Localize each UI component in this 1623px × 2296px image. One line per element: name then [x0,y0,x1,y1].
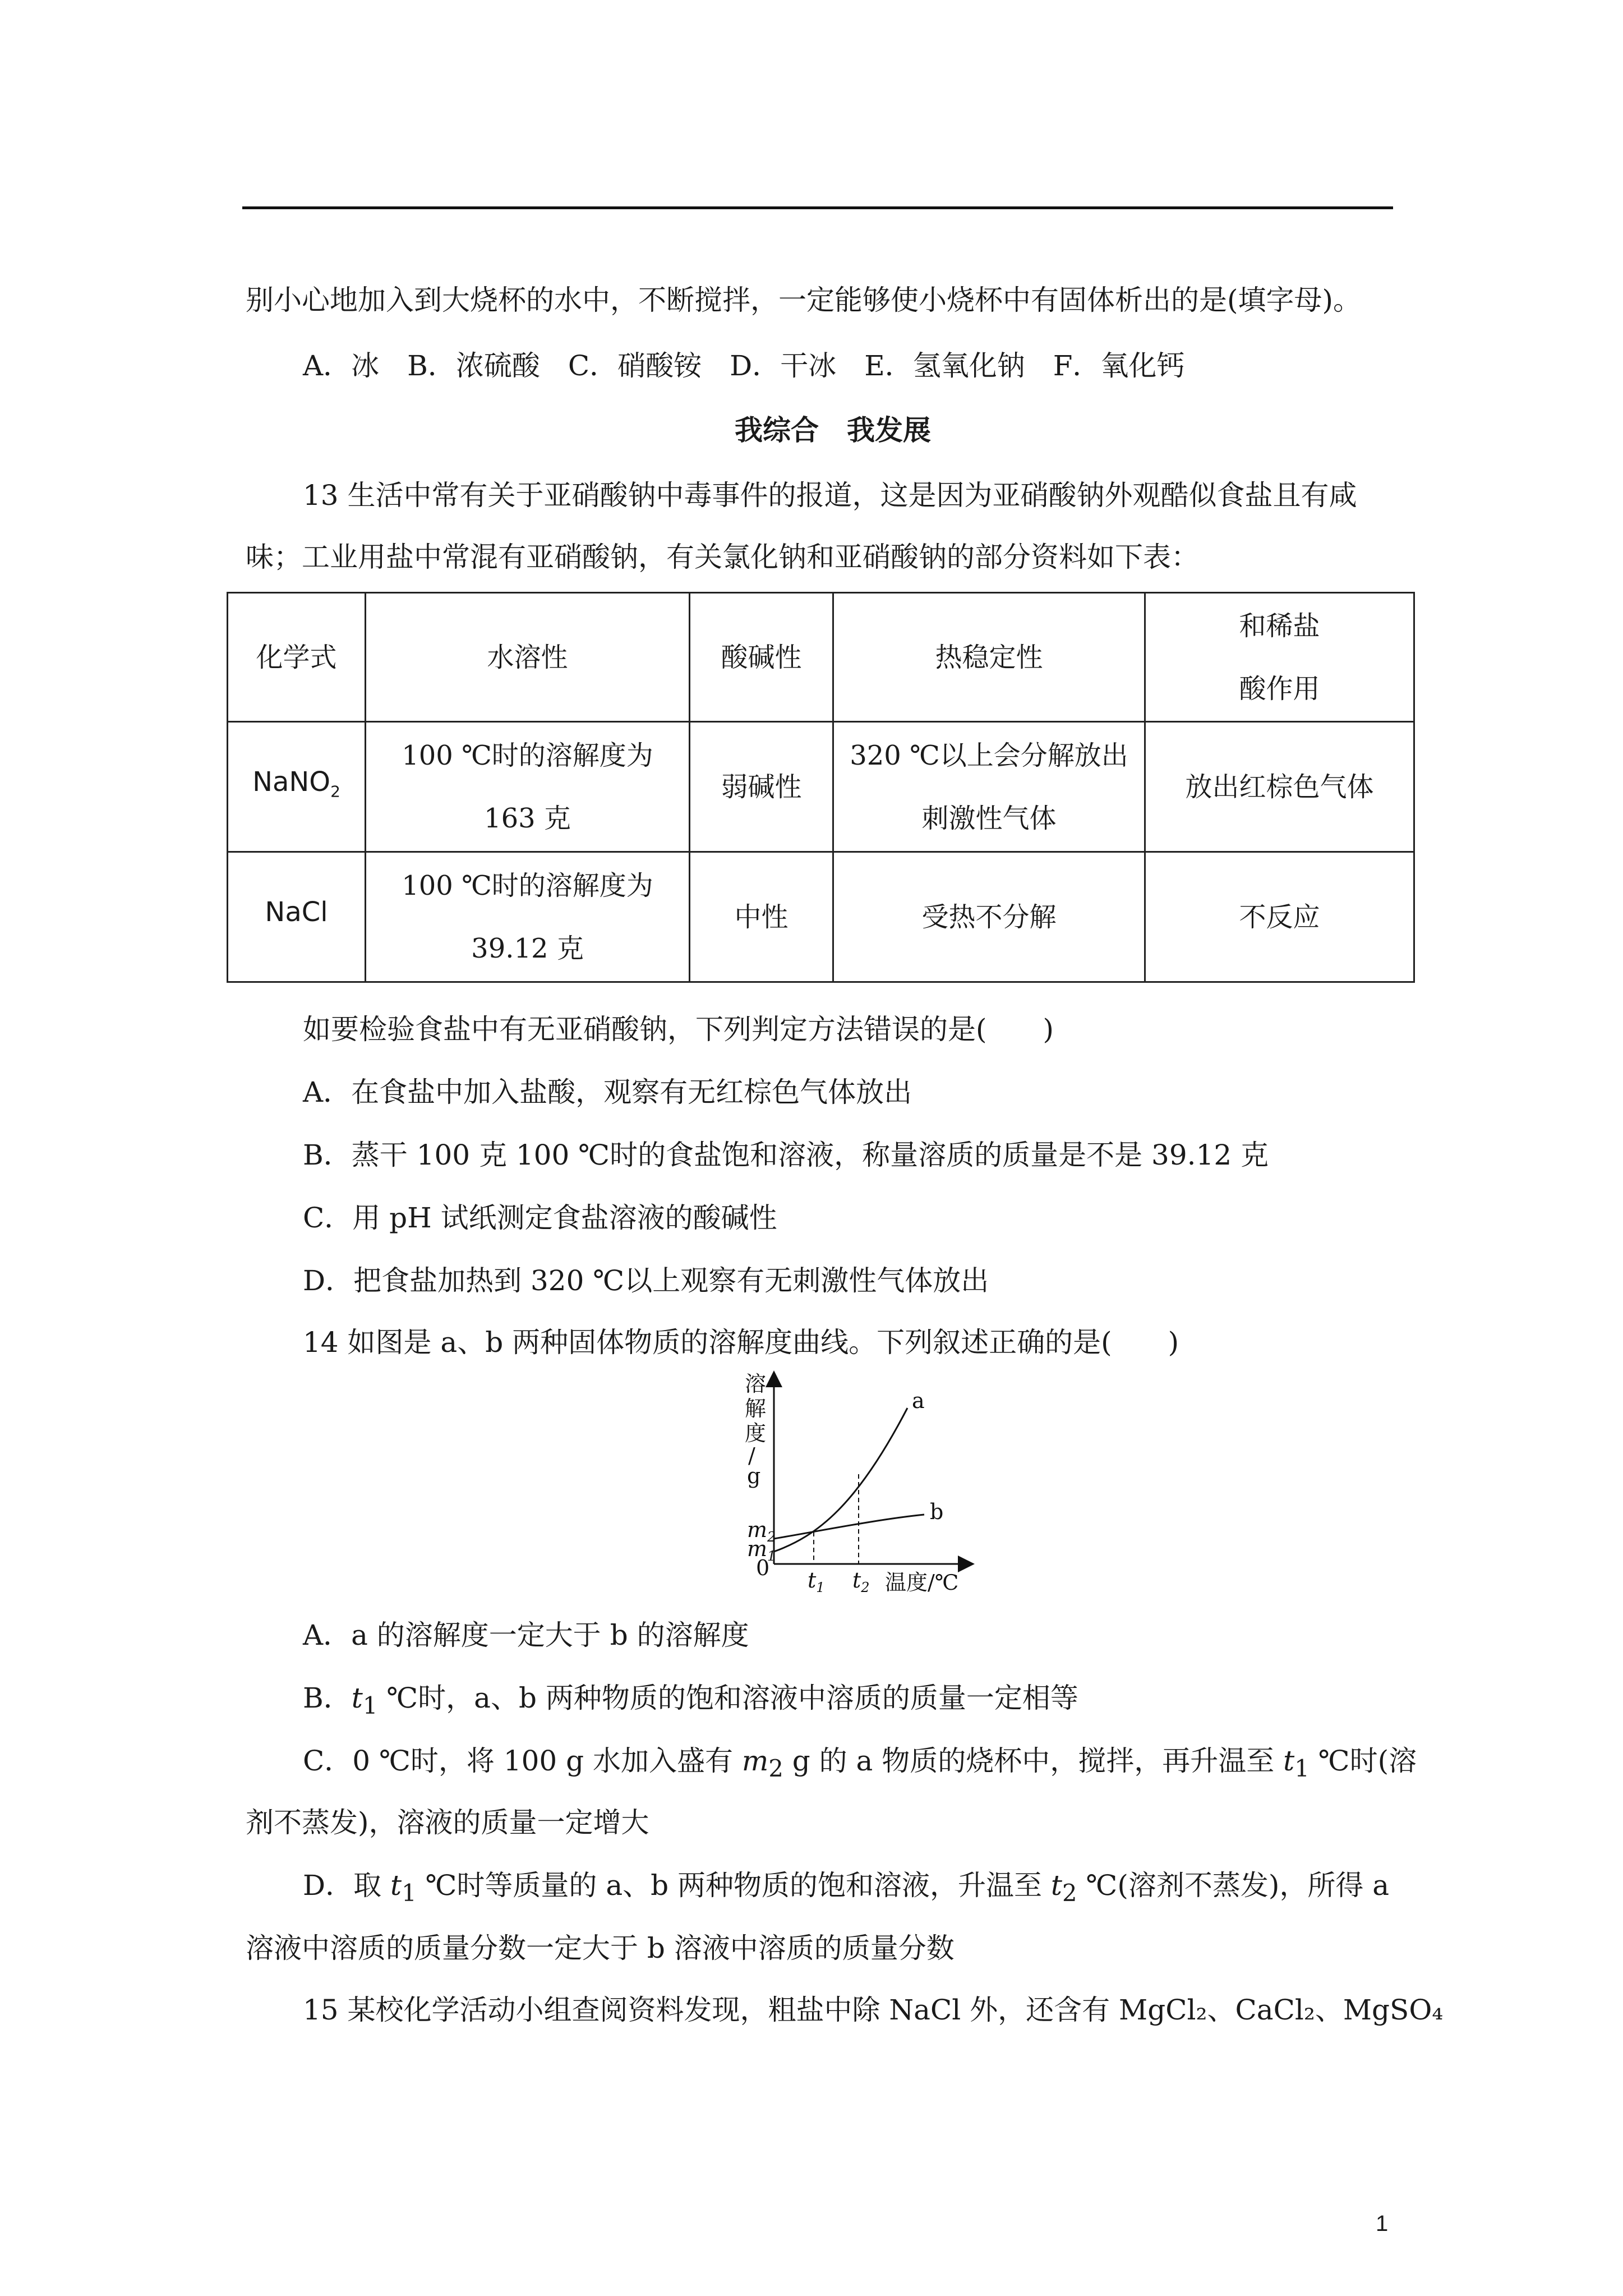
section-title-part2: 我发展 [847,413,931,447]
table-row [228,852,1414,982]
q13-option-b: B．蒸干 100 克 100 ℃时的食盐饱和溶液，称量溶质的质量是不是 39.12 克 [303,1139,1269,1171]
cell-hcl: 不反应 [1145,852,1414,982]
y-tick-m1: $m_1$ [747,1536,776,1564]
curve-a-label: a [912,1388,925,1413]
y-label-char: / [748,1443,755,1468]
cell-hcl: 放出红棕色气体 [1145,722,1414,852]
cell-acidity: 弱碱性 [690,722,833,852]
header-stability: 热稳定性 [833,593,1145,722]
q14-option-c: C．0 ℃时，将 100 g 水加入盛有 $m_2$ g 的 a 物质的烧杯中，搅拌，再升温至 $t_1$ ℃时(溶 [303,1745,1417,1782]
q15-stem: 15 某校化学活动小组查阅资料发现，粗盐中除 NaCl 外，还含有 MgCl₂、CaCl₂、MgSO₄ [303,1994,1444,2026]
x-tick-t2: $t_2$ [852,1568,870,1595]
q12-options: A．冰 B．浓硫酸 C．硝酸铵 D．干冰 E．氢氧化钠 F．氧化钙 [303,349,1185,382]
curve-b [774,1515,924,1539]
q13-option-a: A．在食盐中加入盐酸，观察有无红棕色气体放出 [303,1076,912,1108]
page-number: 1 [1376,2211,1389,2236]
q14-option-d-line2: 溶液中溶质的质量分数一定大于 b 溶液中溶质的质量分数 [246,1932,955,1964]
cell-formula: NaCl [228,852,366,982]
cell-stability: 受热不分解 [833,852,1145,982]
cell-stability: 320 ℃以上会分解放出 刺激性气体 [833,722,1145,852]
q13-stem-line1: 13 生活中常有关于亚硝酸钠中毒事件的报道，这是因为亚硝酸钠外观酷似食盐且有咸 [303,479,1357,512]
section-title [735,411,931,450]
cell-acidity: 中性 [690,852,833,982]
x-tick-t1: $t_1$ [808,1568,825,1595]
curve-b-label: b [930,1499,944,1524]
y-label-char: g [747,1464,761,1488]
header-acidity: 酸碱性 [690,593,833,722]
q14-option-b: B．$t_1$ ℃时，a、b 两种物质的饱和溶液中溶质的质量一定相等 [303,1682,1078,1719]
solubility-chart [739,1368,975,1595]
y-label-char: 溶 [745,1372,767,1396]
curve-a [774,1408,907,1552]
q13-option-d: D．把食盐加热到 320 ℃以上观察有无刺激性气体放出 [303,1264,989,1297]
y-tick-m2: $m_2$ [747,1517,776,1545]
y-label-char: 度 [745,1421,767,1446]
cell-formula: NaNO$_2$ [228,722,366,852]
cell-solubility: 100 ℃时的溶解度为 39.12 克 [366,852,690,982]
q14-option-d: D．取 $t_1$ ℃时等质量的 a、b 两种物质的饱和溶液，升温至 $t_2$ ℃(溶剂不蒸发)，所得 a [303,1869,1390,1907]
section-title-part1: 我综合 [735,413,819,447]
x-axis-label: 温度/℃ [885,1570,959,1595]
q14-question: 14 如图是 a、b 两种固体物质的溶解度曲线。下列叙述正确的是( ) [303,1326,1179,1359]
q14-option-a: A．a 的溶解度一定大于 b 的溶解度 [303,1619,749,1651]
table-header-row [228,593,1414,722]
y-label-char: 解 [745,1396,767,1421]
q13-option-c: C．用 pH 试纸测定食盐溶液的酸碱性 [303,1202,777,1234]
q13-question: 如要检验食盐中有无亚硝酸钠，下列判定方法错误的是( ) [303,1013,1054,1046]
header-hcl: 和稀盐 酸作用 [1145,593,1414,722]
solubility-chart-svg [739,1368,975,1595]
origin-label: 0 [756,1556,770,1580]
q12-tail-text: 别小心地加入到大烧杯的水中，不断搅拌，一定能够使小烧杯中有固体析出的是(填字母)。 [246,284,1362,316]
cell-solubility: 100 ℃时的溶解度为 163 克 [366,722,690,852]
data-table [227,592,1415,983]
header-solubility: 水溶性 [366,593,690,722]
header-rule [242,206,1393,209]
q13-stem-line2: 味；工业用盐中常混有亚硝酸钠，有关氯化钠和亚硝酸钠的部分资料如下表： [246,541,1199,573]
header-formula: 化学式 [228,593,366,722]
q14-option-c-line2: 剂不蒸发)，溶液的质量一定增大 [246,1806,649,1839]
table-row [228,722,1414,852]
